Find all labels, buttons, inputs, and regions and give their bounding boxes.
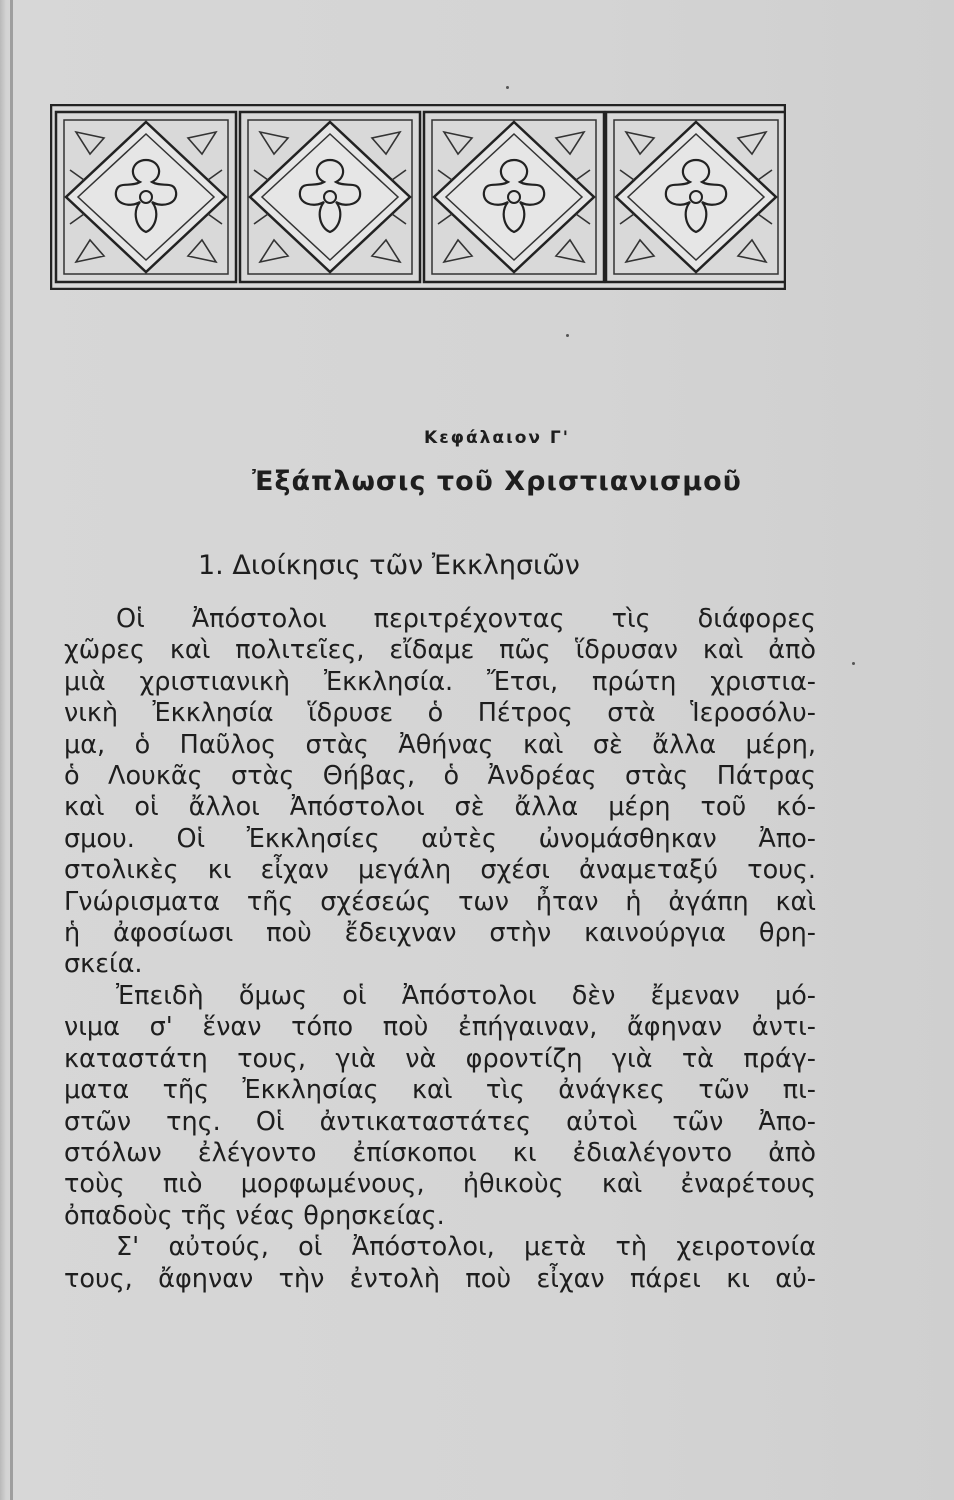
chapter-title: Ἐξάπλωσις τοῦ Χριστιανισμοῦ	[252, 466, 742, 497]
text-line: τοὺς πιὸ μορφωμένους, ἠθικοὺς καὶ ἐναρέτους	[64, 1169, 816, 1200]
paper-speck	[506, 86, 509, 89]
text-line: Οἱ Ἀπόστολοι περιτρέχοντας τὶς διάφορες	[116, 604, 816, 634]
page-spine-edge	[10, 0, 13, 1500]
text-line: Ἐπειδὴ ὅμως οἱ Ἀπόστολοι δὲν ἔμεναν μό-	[116, 980, 816, 1011]
text-line: ὁ Λουκᾶς στὰς Θήβας, ὁ Ἀνδρέας στὰς Πάτρας	[64, 761, 816, 792]
text-line: χῶρες καὶ πολιτεῖες, εἴδαμε πῶς ἵδρυσαν καὶ ἀπὸ	[64, 635, 816, 666]
text-line: ἡ ἀφοσίωσι ποὺ ἔδειχναν στὴν καινούργια θρη-	[64, 918, 816, 949]
text-line: στόλων ἐλέγοντο ἐπίσκοποι κι ἐδιαλέγοντο ἀπὸ	[64, 1137, 816, 1168]
chapter-label: Κεφάλαιον Γ'	[424, 428, 570, 448]
text-line: Σ' αὐτούς, οἱ Ἀπόστολοι, μετὰ τὴ χειροτονία	[116, 1232, 816, 1263]
text-line: στῶν της. Οἱ ἀντικαταστάτες αὐτοὶ τῶν Ἀπο-	[64, 1106, 816, 1137]
decorative-tile-border	[50, 104, 786, 290]
text-line: νιμα σ' ἕναν τόπο ποὺ ἐπήγαιναν, ἄφηναν ἀντι-	[64, 1012, 816, 1043]
paper-speck	[852, 662, 855, 665]
text-line: σμου. Οἱ Ἐκκλησίες αὐτὲς ὠνομάσθηκαν Ἀπο-	[64, 823, 816, 854]
text-line: καταστάτη τους, γιὰ νὰ φροντίζη γιὰ τὰ πράγ-	[64, 1043, 816, 1074]
text-line: καὶ οἱ ἄλλοι Ἀπόστολοι σὲ ἄλλα μέρη τοῦ κό-	[64, 792, 816, 823]
text-line: μα, ὁ Παῦλος στὰς Ἀθήνας καὶ σὲ ἄλλα μέρη,	[64, 729, 816, 760]
section-heading: 1. Διοίκησις τῶν Ἐκκλησιῶν	[198, 550, 580, 581]
body-text	[64, 604, 816, 1295]
text-line: τους, ἄφηναν τὴν ἐντολὴ ποὺ εἶχαν πάρει κι αὐ-	[64, 1263, 816, 1294]
text-line: σκεία.	[64, 949, 143, 980]
text-line: ματα τῆς Ἐκκλησίας καὶ τὶς ἀνάγκες τῶν πι-	[64, 1075, 816, 1106]
paper-speck	[566, 334, 569, 337]
text-line: ὀπαδοὺς τῆς νέας θρησκείας.	[64, 1200, 445, 1231]
text-line: νικὴ Ἐκκλησία ἵδρυσε ὁ Πέτρος στὰ Ἱεροσόλυ-	[64, 698, 816, 729]
text-line: Γνώρισματα τῆς σχέσεώς των ἦταν ἡ ἀγάπη καὶ	[64, 886, 816, 917]
text-line: στολικὲς κι εἶχαν μεγάλη σχέσι ἀναμεταξύ τους.	[64, 855, 816, 886]
text-line: μιὰ χριστιανικὴ Ἐκκλησία. Ἔτσι, πρώτη χριστια-	[64, 666, 816, 697]
